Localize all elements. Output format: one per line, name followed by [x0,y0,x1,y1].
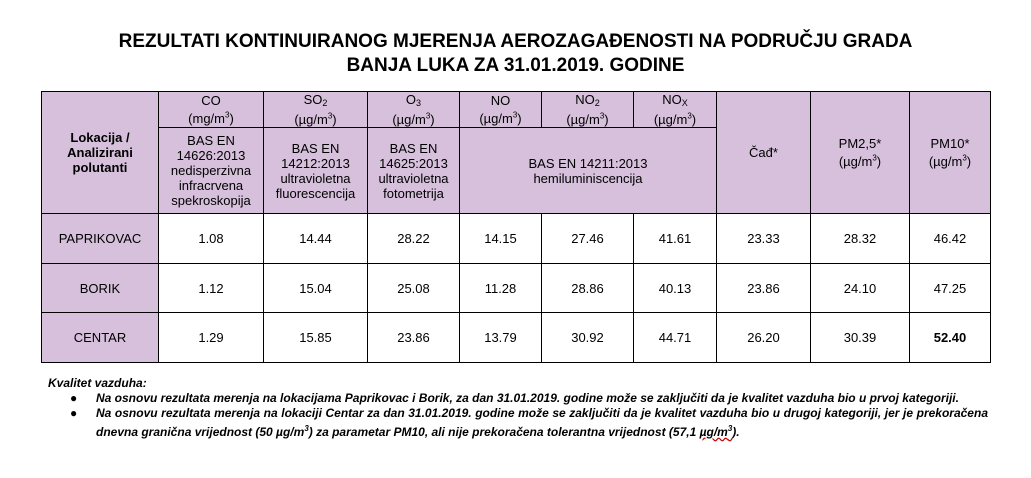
co-name: CO [201,93,221,108]
table-row [42,214,991,264]
method-no-group: BAS EN 14211:2013 hemiluminiscencija [460,128,717,214]
pm25-name: PM2,5* [838,136,882,151]
o3-sub: 3 [416,98,422,108]
header-pm25 [811,92,910,214]
note-text-1: Na osnovu rezultata merenja na lokacijama Paprikovac i Borik, za dan 31.01.2019. godine može se zaključiti da je kvalitet vazduha bio u prvoj kategoriji. [96,391,959,405]
no2-sub: 2 [594,98,600,108]
cell-value: 11.28 [460,264,542,313]
cell-value: 28.86 [542,264,634,313]
row-location: BORIK [42,264,159,313]
table-row [42,313,991,363]
nox-unit: $(\mu g/m^3)$ [653,112,697,128]
no2-unit: $(\mu g/m^3)$ [566,112,609,128]
list-item [70,406,988,440]
corner-header [42,92,159,214]
cell-value: 14.44 [264,214,368,264]
note-text-2: Na osnovu rezultata merenja na lokaciji Centar za dan 31.01.2019. godine može se zaključiti da je kvalitet vazduha bio u drugoj kategoriji, jer je prekoračena dnevna granična vrijednost (50 $\mu g/m^3$) za parametar PM10, ali nije prekoračena tolerantna vrijednost (57,1 $\mu g/m^3$). [96,406,988,439]
bullet-icon: ● [70,406,78,420]
cell-value: 1.12 [159,264,264,313]
header-o3 [368,92,460,128]
page-title [0,30,1031,78]
cell-value: 1.29 [159,313,264,363]
cell-value: 15.04 [264,264,368,313]
method-o3: BAS EN 14625:2013 ultravioletna fotometrija [368,128,460,214]
cell-value: 26.20 [717,313,811,363]
cell-value: 44.71 [634,313,717,363]
table-row [42,264,991,313]
o3-name: O [405,92,417,107]
method-so2: BAS EN 14212:2013 ultravioletna fluorescencija [264,128,368,214]
cell-value: 1.08 [159,214,264,264]
so2-name: SO [303,92,323,107]
method-co: BAS EN 14626:2013 nedisperzivna infracrvena spekroskopija [159,128,264,214]
results-table [41,91,991,363]
cell-value: 13.79 [460,313,542,363]
row-location: CENTAR [42,313,159,363]
pm25-unit: $(\mu g/m^3)$ [838,154,882,170]
bullet-icon: ● [70,391,78,405]
no-name: NO [490,93,511,108]
pm10-name: PM10* [930,136,970,151]
so2-unit: $(\mu g/m^3)$ [294,112,337,128]
corner-label-line-3: polutanti [72,160,128,176]
cell-value: 46.42 [910,214,991,264]
cell-value: 40.13 [634,264,717,313]
row-location: PAPRIKOVAC [42,214,159,264]
title-line-1: REZULTATI KONTINUIRANOG MJERENJA AEROZAGAĐENOSTI NA PODRUČJU GRADA [118,31,913,52]
cell-value: 28.32 [811,214,910,264]
cell-value: 23.86 [368,313,460,363]
spellcheck-underline: $\mu g/m^3$ [699,424,733,439]
cad-name: Čađ* [749,145,778,161]
o3-unit: $(\mu g/m^3)$ [392,112,435,128]
notes-list [48,391,988,440]
cell-value: 23.33 [717,214,811,264]
header-so2 [264,92,368,128]
pm10-unit: $(\mu g/m^3)$ [928,154,972,170]
header-cad [717,92,811,214]
no2-name: NO [575,92,595,107]
corner-label-line-1: Lokacija / [70,130,130,146]
co-unit: $(mg/m^3)$ [188,111,234,127]
cell-value: 41.61 [634,214,717,264]
cell-value: 15.85 [264,313,368,363]
cell-value: 47.25 [910,264,991,313]
notes-heading: Kvalitet vazduha: [48,376,147,390]
cell-value: 30.39 [811,313,910,363]
nox-sub: X [681,98,688,108]
cell-value: 27.46 [542,214,634,264]
header-pm10 [910,92,991,214]
nox-name: NO [662,92,682,107]
corner-label-line-2: Analizirani [67,145,133,161]
title-line-2: BANJA LUKA ZA 31.01.2019. GODINE [346,55,685,76]
header-no [460,92,542,128]
header-co [159,92,264,128]
header-no2 [542,92,634,128]
cell-value: 28.22 [368,214,460,264]
so2-sub: 2 [322,98,328,108]
header-nox [634,92,717,128]
cell-value: 30.92 [542,313,634,363]
cell-value: 24.10 [811,264,910,313]
cell-value-exceeded: 52.40 [910,313,991,363]
list-item [70,391,988,406]
cell-value: 23.86 [717,264,811,313]
no-unit: $(\mu g/m^3)$ [479,111,522,127]
cell-value: 25.08 [368,264,460,313]
cell-value: 14.15 [460,214,542,264]
air-quality-notes [48,376,988,440]
